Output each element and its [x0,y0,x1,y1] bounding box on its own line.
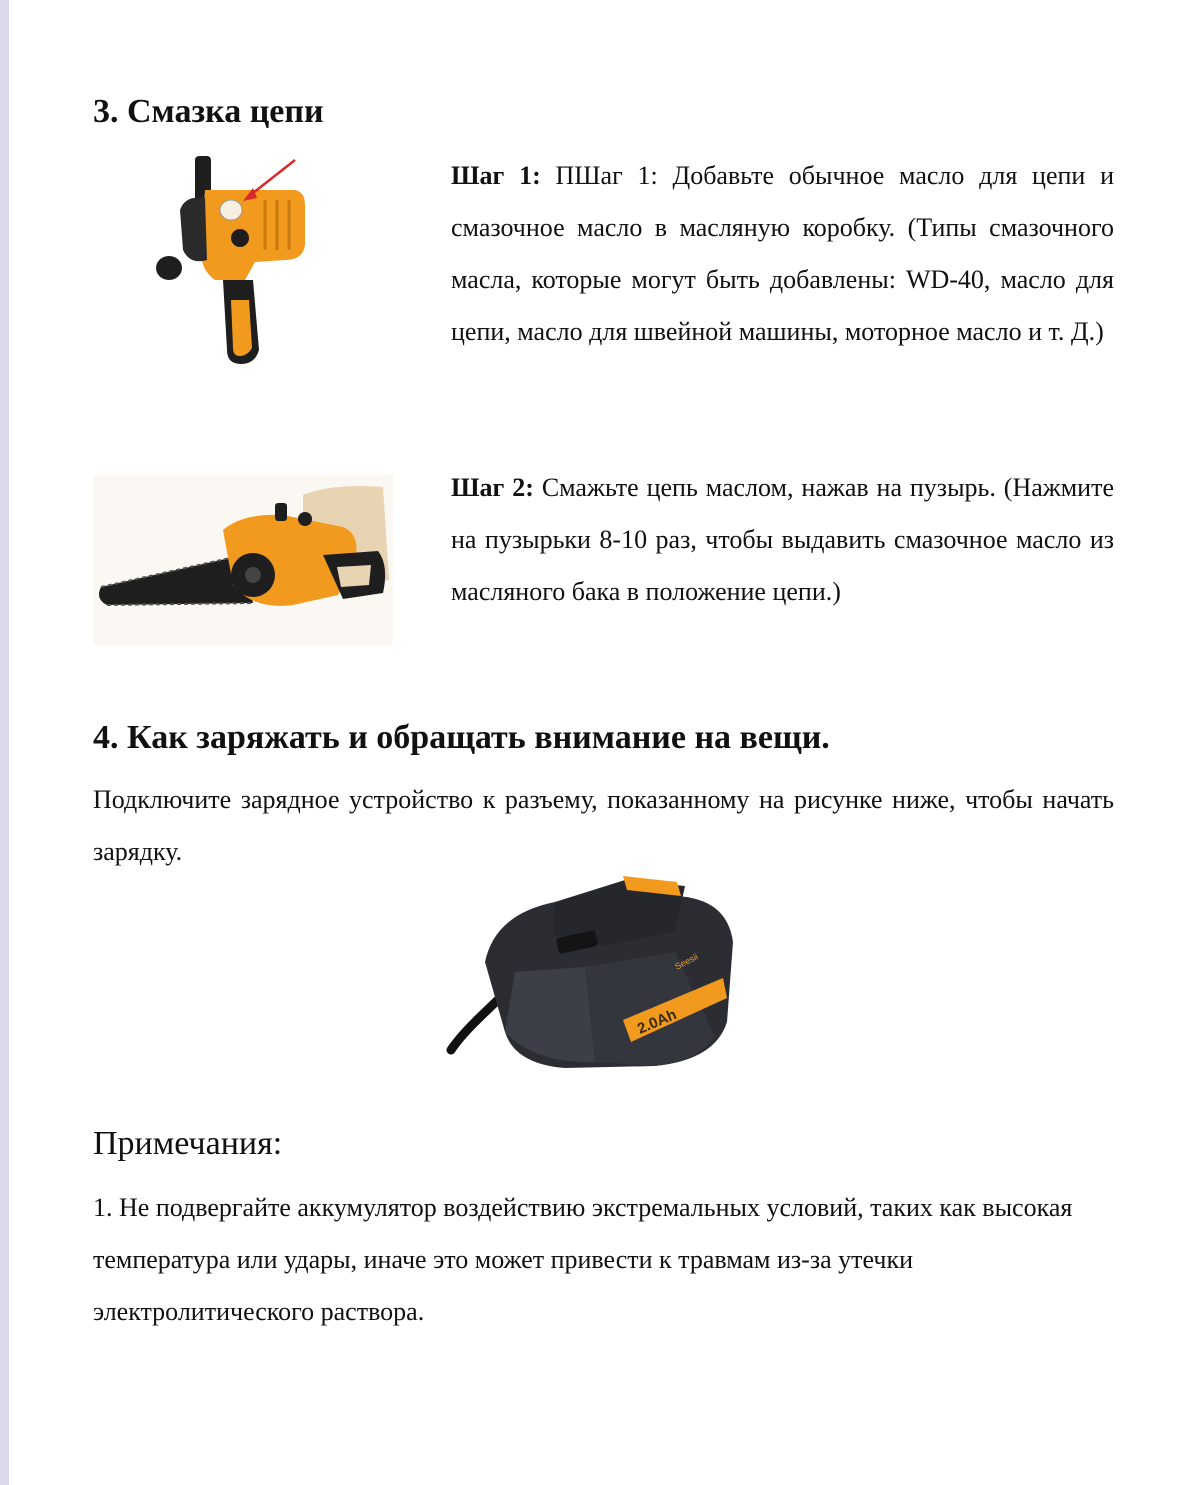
oil-cap-icon [156,256,182,280]
note-item-1: 1. Не подвергайте аккумулятор воздействию экстремальных условий, таких как высокая температура или удары, иначе это может привести к травмам из-за утечки электролитического раствора. [93,1193,1073,1326]
step-1-label: Шаг 1: [451,161,541,190]
oil-tank-image [145,150,315,370]
step-2-label: Шаг 2: [451,473,534,502]
step-2-paragraph [451,462,1114,618]
section-4-title: 4. Как заряжать и обращать внимание на вещи. [93,719,830,756]
step-1-text: ПШаг 1: Добавьте обычное масло для цепи и смазочное масло в масляную коробку. (Типы смазочного масла, которые могут быть добавлены: WD-40, масло для цепи, масло для швейной машины, моторное масло и т. Д.) [451,161,1114,346]
battery-brand-label: Seesii [673,951,700,972]
section-3-title: 3. Смазка цепи [93,93,324,130]
notes-title: Примечания: [93,1125,283,1162]
step-1-paragraph [451,150,1114,358]
page-edge-strip [0,0,9,1485]
chainsaw-lubrication-image [93,475,393,645]
battery-capacity-label: 2.0Ah [634,1006,680,1038]
charging-paragraph: Подключите зарядное устройство к разъему, показанному на рисунке ниже, чтобы начать зарядку. [93,785,1114,866]
battery-charger-image [445,872,740,1072]
step-2-text: Смажьте цепь маслом, нажав на пузырь. (Нажмите на пузырьки 8-10 раз, чтобы выдавить смазочное масло из масляного бака в положение цепи.) [451,473,1114,606]
